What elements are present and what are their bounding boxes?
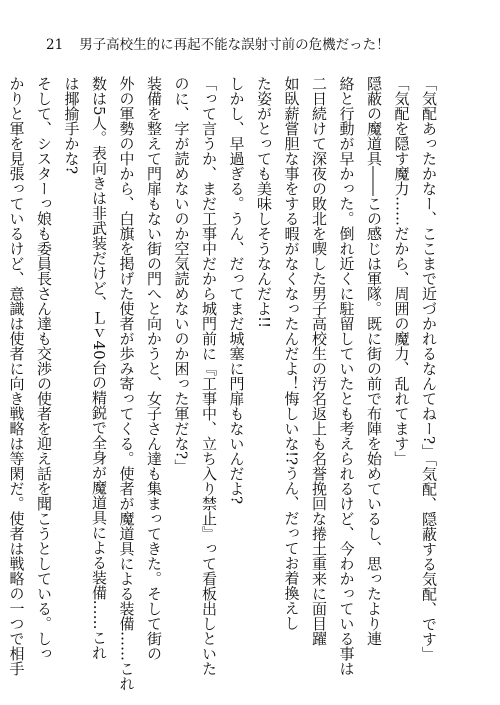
text-column: 二日続けて深夜の敗北を喫した男子高校生の汚名返上も名誉挽回な捲土重来に面目躍 <box>310 76 328 646</box>
text-column <box>0 76 2 676</box>
text-column: 装備を整えて門扉もない街の門へと向かうと、女子さん達も集まってきた。そして街の <box>145 76 163 661</box>
text-column: 隠蔽の魔道具――この感じは軍隊。既に街の前で布陣を始めているし、思ったより連 <box>365 76 383 646</box>
page-number: 21 <box>46 37 64 53</box>
page-header <box>46 34 390 56</box>
text-column: のに、字が読めないのか空気読めないのか困った軍だな?」 <box>172 76 191 475</box>
text-column: は揶揄手かな? <box>62 76 81 175</box>
text-column: た姿がとっても美味しそうなんだよ!! <box>255 76 273 329</box>
text-column: そして、シスターっ娘も委員長さん達も交渉の使者を迎え話を聞こうとしている。しっ <box>35 76 53 661</box>
text-column: 「気配あったかなー、ここまで近づかれるなんてねー?」「気配、隠蔽する気配、です」 <box>420 76 438 662</box>
text-column: 数は5人。表向きは非武装だけど、Ｌｖ40台の精鋭で全身が魔道具による装備……これ <box>90 76 108 660</box>
text-column: 絡と行動が早かった。倒れ近くに駐留していたとも考えられるけど、今わかっている事は <box>337 76 356 676</box>
text-column: かりと軍を見張っているけど、意識は使者に向き戦略は等閑だ。使者は戦略の一つで相手 <box>7 76 26 676</box>
text-column: 「気配を隠す魔力……だから、周囲の魔力、乱れてます」 <box>392 76 411 466</box>
text-column: 外の軍勢の中から、白旗を掲げた使者が歩み寄ってくる。使者が魔道具による装備……これ <box>117 76 136 691</box>
running-title: 男子高校生的に再起不能な誤射寸前の危機だった！ <box>79 37 390 53</box>
vertical-body-text <box>7 76 442 691</box>
text-column: しかし、早過ぎる。うん、だってまだ城塞に門扉もないんだよ? <box>227 76 246 505</box>
text-column: 「って言うか、まだ工事中だから城門前に『工事中、立ち入り禁止』って看板出しといた <box>200 76 218 676</box>
text-column: 如臥薪嘗胆な事をする暇がなくなったんだよ！悔しいな!?うん、だってお着換えし <box>282 76 301 631</box>
